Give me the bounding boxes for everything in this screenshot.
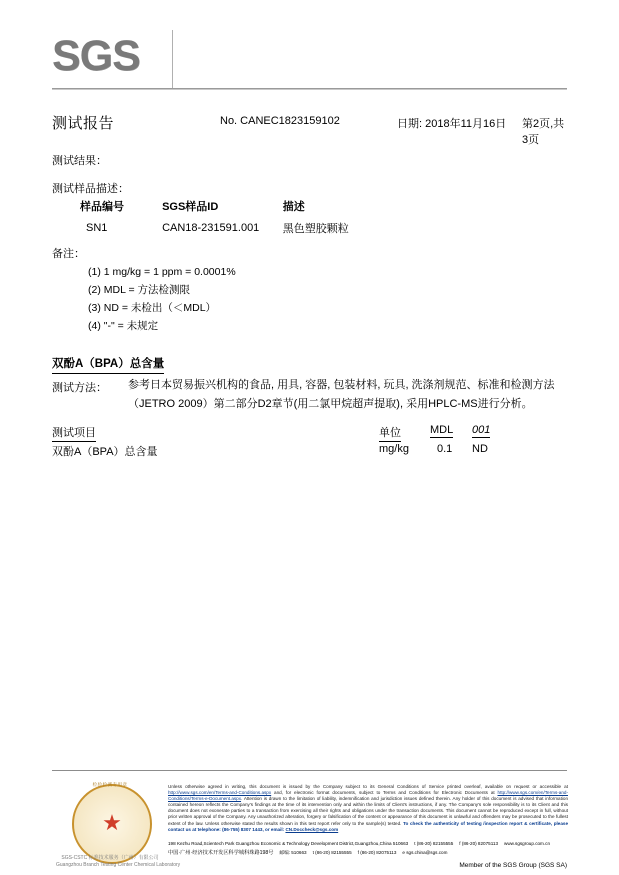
disclaimer-part-1: Unless otherwise agreed in writing, this document is issued by the Company subject to its General Conditions of Service printed overleaf, available on request or accessible at (168, 784, 568, 789)
col-header-sample-001: 001 (472, 424, 491, 436)
cell-mdl: 0.1 (437, 443, 453, 455)
disclaimer-part-2: and, for electronic format documents, subject to Terms and Conditions for Electronic Documents at (271, 790, 498, 796)
method-text: 参考日本贸易振兴机构的食品, 用具, 容器, 包装材料, 玩具, 洗涤剂规范、标准和检测方法（JETRO 2009）第二部分D2章节(用二氯甲烷超声提取), 采用HPLC-MS进行分析。 (128, 379, 555, 410)
table-row (80, 220, 500, 236)
member-of-sgs-group: Member of the SGS Group (SGS SA) (459, 862, 567, 869)
cell-unit: mg/kg (379, 443, 409, 455)
address-cn-fax: f (86-20) 82075113 (357, 850, 397, 855)
notes-label: 备注： (52, 248, 85, 260)
list-item: (1) 1 mg/kg = 1 ppm = 0.0001% (88, 266, 236, 278)
list-item: (3) ND = 未检出（＜MDL） (88, 302, 217, 314)
stamp-company-line2: Guangzhou Branch Testing Center Chemical Laboratory (56, 862, 181, 868)
address-cn-mail: e sgs.china@sgs.com (402, 850, 448, 855)
page-title: 测试报告 (52, 115, 115, 132)
stamp-circle (72, 784, 152, 864)
cell-test-item: 双酚A（BPA）总含量 (52, 446, 158, 458)
sample-description-label: 测试样品描述： (52, 183, 129, 195)
sgs-logo-text: SGS (52, 32, 140, 80)
footer-rule (52, 770, 567, 771)
address-cn-zip: 邮编: 510663 (279, 850, 307, 855)
result-table-header (52, 424, 557, 440)
disclaimer-part-3: . Attention is drawn to the limitation of liability, indemnification and jurisdiction issues defined therein. Any holder of this document is advised that information contained hereon reflects the Company's findings at the time of its intervention only and within the limits of Client's instructions, if any. The Company's sole responsibility is to its Client and this document does not exonerate parties to a transaction from exercising all their rights and obligations under the transaction documents. This document cannot be reproduced except in full, without prior written approval of the Company. Any unauthorized alteration, forgery or falsification of the content or appearance of this document is unlawful and offenders may be prosecuted to the fullest extent of the law. Unless otherwise stated the results shown in this test report refer only to the sample(s) tested. (168, 796, 568, 826)
cell-result-001: ND (472, 443, 488, 455)
cell-sample-no: SN1 (86, 222, 108, 234)
verify-text: To check the authenticity of testing /inspection report & certificate, please contact us at telephone: (86-755) 8307 1443, or email: (168, 820, 568, 832)
list-item: (2) MDL = 方法检测限 (88, 284, 190, 296)
section-title-bpa: 双酚A（BPA）总含量 (52, 355, 164, 374)
footer-address (168, 840, 568, 858)
address-cn: 中国·广州·经济技术开发区科学城科珠路198号 (168, 850, 274, 856)
stamp-company-line1: SGS-CSTC 标准技术服务（广州）有限公司 (61, 855, 159, 861)
table-header-row (80, 198, 500, 220)
cell-sgs-id: CAN18-231591.001 (162, 222, 260, 234)
page-number: 第2页,共3页 (522, 118, 565, 146)
report-number: No. CANEC1823159102 (220, 115, 340, 127)
report-date: 日期: 2018年11月16日 (397, 118, 507, 130)
terms-conditions-link[interactable]: http://www.sgs.com/en/Terms-and-Conditions.aspx (168, 790, 272, 796)
address-en-fax: f (86-20) 82075113 (459, 841, 499, 846)
address-cn-row (168, 849, 568, 858)
address-cn-tel: t (86-20) 82155555 (312, 850, 352, 855)
sgs-logo (52, 34, 172, 86)
address-en-row (168, 840, 568, 849)
stamp-top-text: 检验检测专用章 (92, 782, 128, 787)
results-label: 测试结果： (52, 155, 107, 167)
col-header-unit: 单位 (379, 424, 401, 442)
col-header-test-item: 测试项目 (52, 424, 96, 442)
notes-list (88, 263, 236, 335)
result-table-row (52, 443, 557, 459)
sample-table (80, 198, 500, 236)
list-item: (4) "-" = 未规定 (88, 320, 159, 332)
company-stamp (56, 782, 181, 870)
doccheck-email-link[interactable]: CN.Doccheck@sgs.com (285, 826, 339, 832)
col-header-mdl: MDL (430, 424, 454, 436)
col-header-description: 描述 (282, 201, 305, 213)
e-document-terms-link[interactable]: http://www.sgs.com/en/Terms-and-Conditions/Terms-e-Document.aspx (168, 790, 568, 802)
method-label: 测试方法： (52, 382, 107, 394)
logo-divider (172, 30, 173, 88)
address-en-tel: t (86-20) 82155555 (414, 841, 454, 846)
cell-description: 黑色塑胶颗粒 (282, 223, 349, 235)
address-en-web: www.sgsgroup.com.cn (504, 841, 551, 846)
address-en: 198 Kezhu Road,Scientech Park Guangzhou Economic & Technology Development District,Guangzhou,China 510663 (168, 841, 409, 846)
title-row (52, 112, 567, 146)
col-header-sample-no: 样品编号 (80, 201, 124, 213)
footer-disclaimer (168, 784, 568, 833)
header-rule-shadow (52, 89, 567, 90)
col-header-sgs-id: SGS样品ID (162, 201, 219, 213)
star-icon: ★ (102, 809, 122, 835)
